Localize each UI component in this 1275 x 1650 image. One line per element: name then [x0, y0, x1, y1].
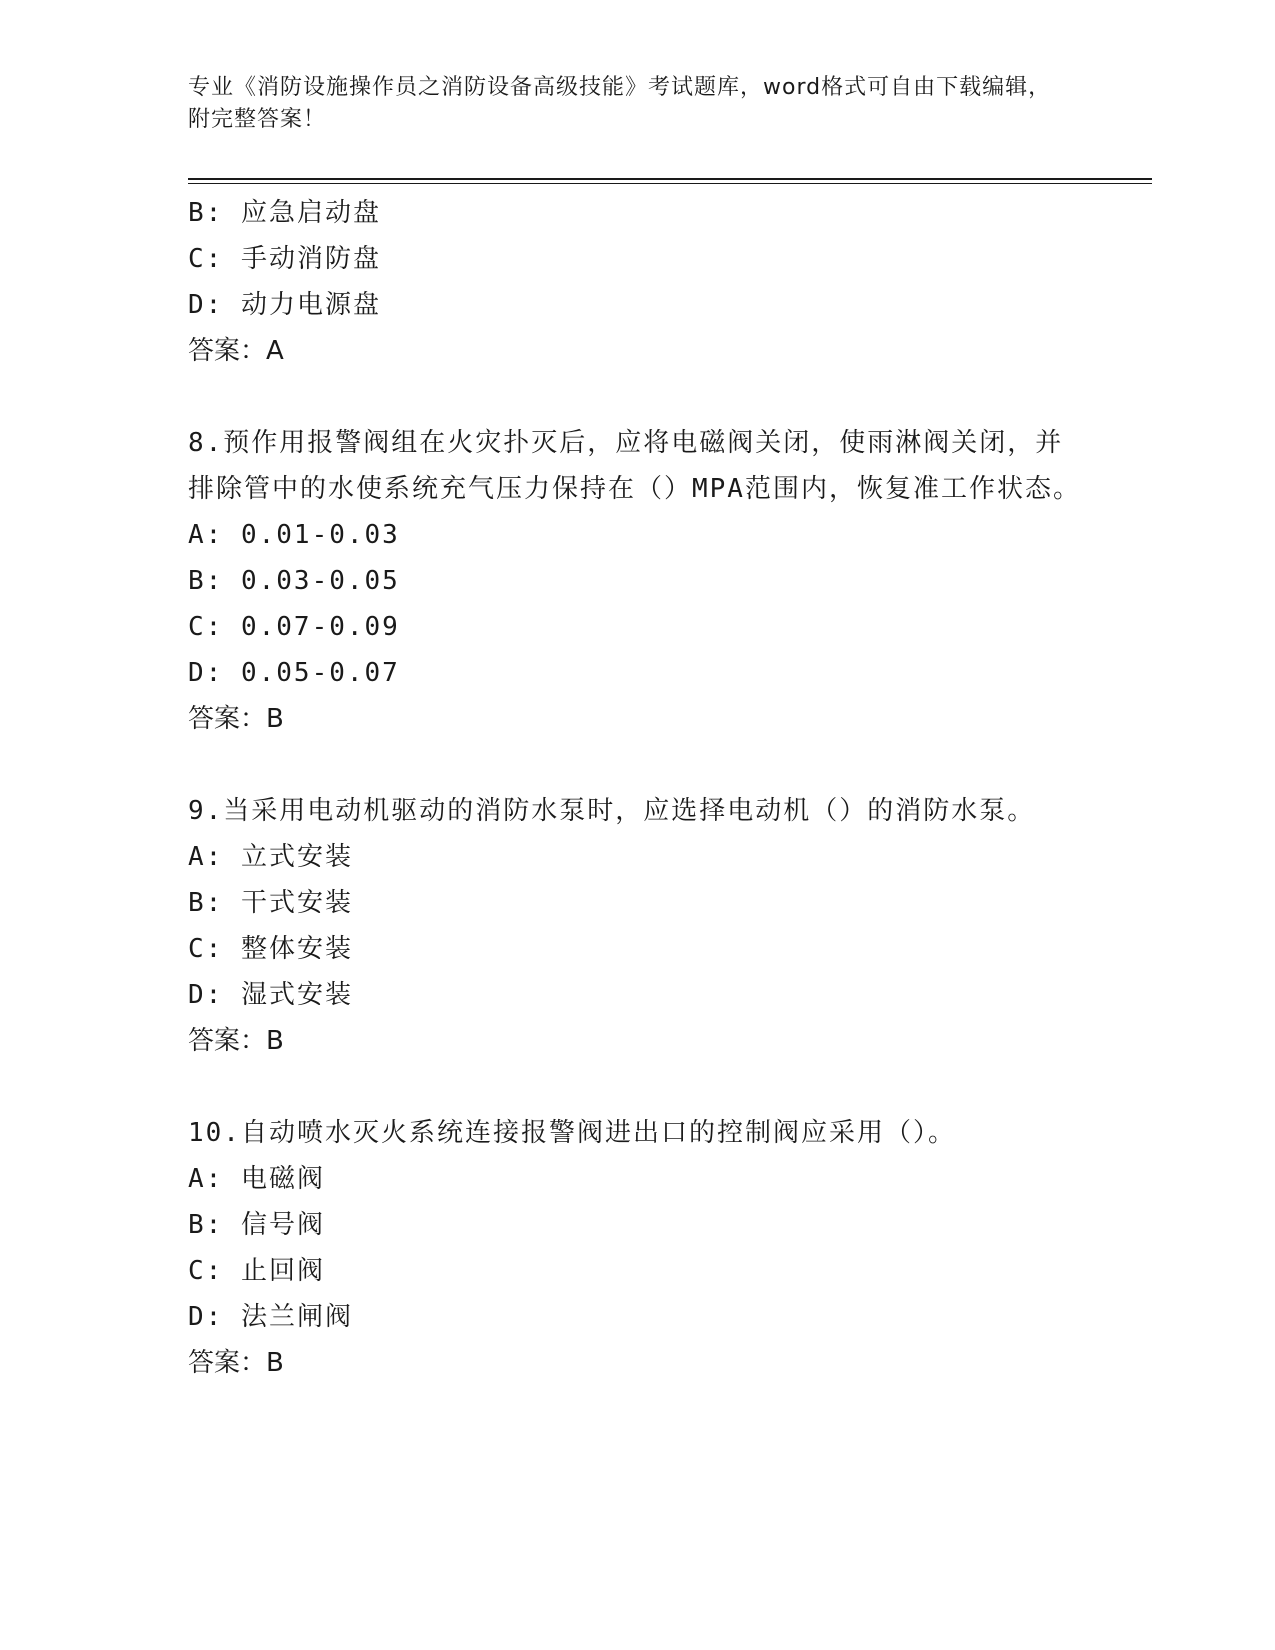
question-text: 10.自动喷水灭火系统连接报警阀进出口的控制阀应采用（）。 [188, 1118, 956, 1148]
option-b: B: 0.03-0.05 [188, 566, 400, 596]
option-d: D: 法兰闸阀 [188, 1302, 353, 1332]
option-a: A: 0.01-0.03 [188, 520, 400, 550]
answer-label: 答案：A [188, 336, 284, 366]
header-rule-thin [188, 183, 1152, 184]
option-b: B: 干式安装 [188, 888, 353, 918]
answer-label: 答案：B [188, 1348, 284, 1378]
question-content [188, 190, 1088, 1386]
document-header: 专业《消防设施操作员之消防设备高级技能》考试题库，word格式可自由下载编辑，附完整答案！ [188, 75, 1052, 132]
question-text: 9.当采用电动机驱动的消防水泵时，应选择电动机（）的消防水泵。 [188, 796, 1036, 826]
option-a: A: 电磁阀 [188, 1164, 325, 1194]
question-block-10 [188, 1110, 1088, 1386]
option-c: C: 0.07-0.09 [188, 612, 400, 642]
spacer [188, 1064, 1088, 1110]
question-text: 8.预作用报警阀组在火灾扑灭后，应将电磁阀关闭，使雨淋阀关闭，并排除管中的水使系统充气压力保持在（）MPA范围内，恢复准工作状态。 [188, 428, 1081, 504]
question-block-9 [188, 788, 1088, 1064]
answer-label: 答案：B [188, 704, 284, 734]
option-c: C: 手动消防盘 [188, 244, 381, 274]
option-d: D: 动力电源盘 [188, 290, 381, 320]
option-a: A: 立式安装 [188, 842, 353, 872]
answer-label: 答案：B [188, 1026, 284, 1056]
option-c: C: 止回阀 [188, 1256, 325, 1286]
option-b: B: 应急启动盘 [188, 198, 381, 228]
option-d: D: 0.05-0.07 [188, 658, 400, 688]
header-rule-thick [188, 178, 1152, 180]
option-d: D: 湿式安装 [188, 980, 353, 1010]
spacer [188, 374, 1088, 420]
spacer [188, 742, 1088, 788]
question-block-8 [188, 420, 1088, 742]
question-block-7-partial [188, 190, 1088, 374]
option-b: B: 信号阀 [188, 1210, 325, 1240]
option-c: C: 整体安装 [188, 934, 353, 964]
